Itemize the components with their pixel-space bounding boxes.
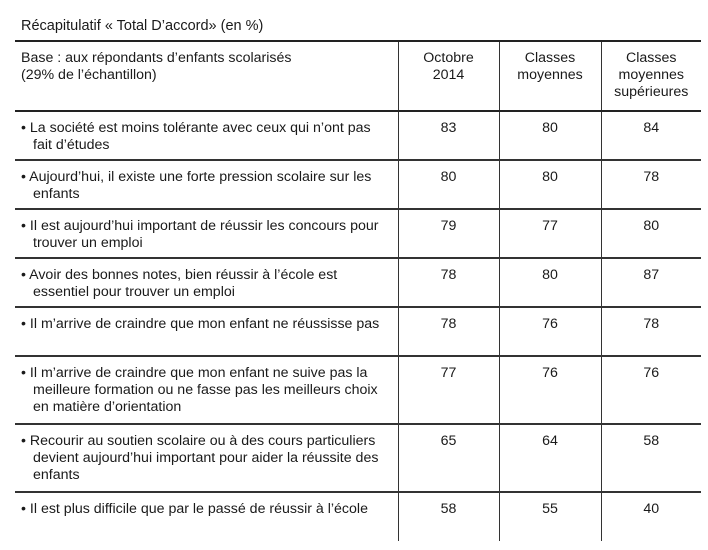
header-base-line1: Base : aux répondants d’enfants scolarisés <box>21 50 292 66</box>
header-base-line2: (29% de l’échantillon) <box>21 67 157 83</box>
header-cms-line3: supérieures <box>614 84 689 100</box>
row-value-classes-moyennes: 80 <box>499 111 601 160</box>
row-value-classes-moyennes: 80 <box>499 258 601 307</box>
row-value-octobre-2014: 79 <box>398 209 499 258</box>
header-cms-line1: Classes <box>626 50 677 66</box>
summary-table <box>15 40 701 541</box>
row-statement: • Recourir au soutien scolaire ou à des cours particuliers devient aujourd’hui important pour aider la réussite des enfants <box>15 424 398 492</box>
row-statement: • Il est plus difficile que par le passé de réussir à l’école <box>21 501 368 517</box>
row-value-classes-moyennes: 77 <box>499 209 601 258</box>
row-statement: • Il est aujourd’hui important de réussir les concours pour trouver un emploi <box>15 209 398 258</box>
row-value-classes-moyennes-superieures: 58 <box>601 424 701 492</box>
row-statement: • Il m’arrive de craindre que mon enfant ne suive pas la meilleure formation ou ne fasse pas les meilleurs choix en matière d’orientation <box>15 356 398 424</box>
row-value-octobre-2014: 58 <box>398 492 499 541</box>
row-value-classes-moyennes-superieures: 78 <box>601 160 701 209</box>
table-row <box>15 307 701 356</box>
header-base <box>15 41 398 111</box>
row-value-classes-moyennes-superieures: 84 <box>601 111 701 160</box>
row-value-classes-moyennes: 55 <box>499 492 601 541</box>
table-row <box>15 209 701 258</box>
header-octobre-2014 <box>398 41 499 111</box>
row-value-octobre-2014: 83 <box>398 111 499 160</box>
row-value-classes-moyennes: 76 <box>499 307 601 356</box>
table-row <box>15 424 701 492</box>
header-cm-line1: Classes <box>524 50 576 66</box>
row-value-octobre-2014: 78 <box>398 258 499 307</box>
table-row <box>15 160 701 209</box>
table-row <box>15 356 701 424</box>
table-row <box>15 111 701 160</box>
row-statement: • Aujourd’hui, il existe une forte pression scolaire sur les enfants <box>15 160 398 209</box>
row-value-classes-moyennes: 64 <box>499 424 601 492</box>
row-value-classes-moyennes-superieures: 78 <box>601 307 701 356</box>
table-row <box>15 258 701 307</box>
header-octobre-line2: 2014 <box>432 67 465 83</box>
header-classes-moyennes-superieures <box>601 41 701 111</box>
row-statement: • La société est moins tolérante avec ceux qui n’ont pas fait d’études <box>15 111 398 160</box>
header-classes-moyennes <box>499 41 601 111</box>
header-octobre-line1: Octobre <box>423 50 474 66</box>
table-header-row <box>15 41 701 111</box>
row-value-octobre-2014: 78 <box>398 307 499 356</box>
row-value-octobre-2014: 65 <box>398 424 499 492</box>
row-value-octobre-2014: 80 <box>398 160 499 209</box>
row-statement: • Avoir des bonnes notes, bien réussir à l’école est essentiel pour trouver un emploi <box>15 258 398 307</box>
row-value-classes-moyennes-superieures: 87 <box>601 258 701 307</box>
page-title: Récapitulatif « Total D’accord» (en %) <box>21 18 264 34</box>
row-value-classes-moyennes-superieures: 76 <box>601 356 701 424</box>
row-value-classes-moyennes-superieures: 40 <box>601 492 701 541</box>
row-value-classes-moyennes: 76 <box>499 356 601 424</box>
header-cm-line2: moyennes <box>517 67 583 83</box>
table-row <box>15 492 701 541</box>
header-cms-line2: moyennes <box>618 67 684 83</box>
row-statement: • Il m’arrive de craindre que mon enfant ne réussisse pas <box>15 307 398 356</box>
row-value-classes-moyennes-superieures: 80 <box>601 209 701 258</box>
row-value-octobre-2014: 77 <box>398 356 499 424</box>
row-value-classes-moyennes: 80 <box>499 160 601 209</box>
